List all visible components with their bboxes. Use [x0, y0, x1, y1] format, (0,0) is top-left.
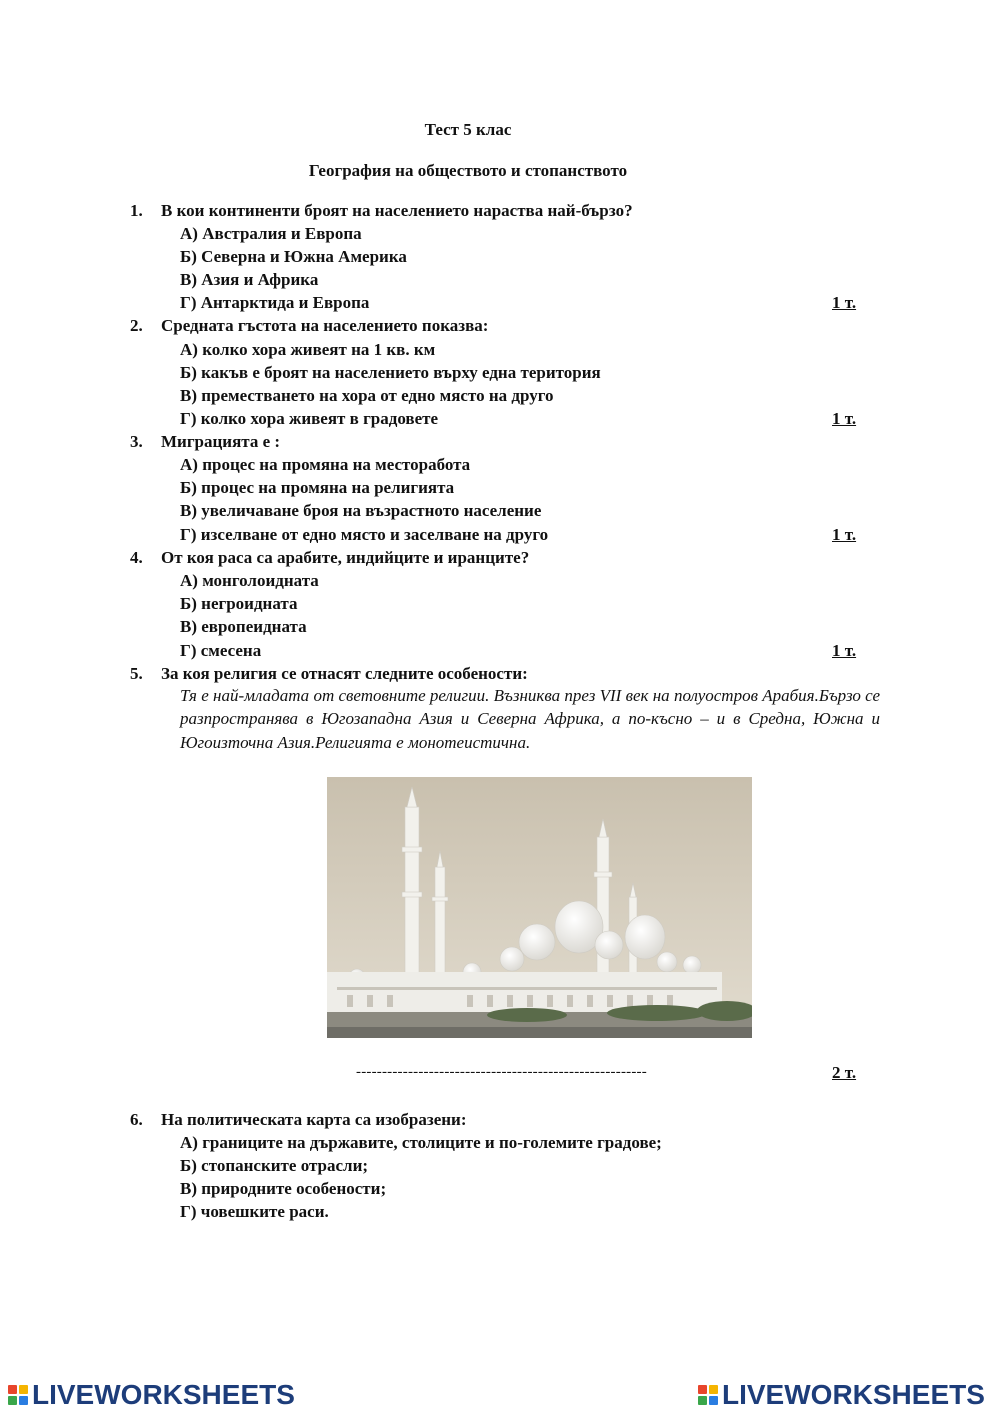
- option-c[interactable]: В) природните особености;: [180, 1179, 387, 1198]
- page-subtitle: География на обществото и стопанството: [308, 161, 628, 180]
- option-c[interactable]: В) преместването на хора от едно място на друго: [180, 386, 554, 405]
- option-b[interactable]: Б) какъв е броят на населението върху една територия: [180, 363, 601, 382]
- option-b[interactable]: Б) процес на промяна на религията: [180, 478, 455, 497]
- option-a[interactable]: А) монголоидната: [180, 571, 319, 590]
- question-text: За коя религия се отнасят следните особености:: [161, 664, 528, 683]
- option-c[interactable]: В) европеидната: [180, 617, 307, 636]
- question-text: Миграцията е :: [161, 432, 281, 451]
- option-d[interactable]: Г) човешките раси.: [180, 1202, 329, 1221]
- logo-text: LIVEWORKSHEETS: [32, 1379, 295, 1410]
- option-b[interactable]: Б) стопанските отрасли;: [180, 1156, 369, 1175]
- option-d[interactable]: Г) колко хора живеят в градовете: [180, 409, 439, 428]
- option-b[interactable]: Б) Северна и Южна Америка: [180, 247, 407, 266]
- question-text: В кои континенти броят на населението нараства най-бързо?: [161, 201, 633, 220]
- question-number: 1.: [130, 201, 143, 220]
- question-number: 3.: [130, 432, 143, 451]
- question-points: 1 т.: [832, 641, 857, 660]
- question-points: 1 т.: [832, 293, 857, 312]
- option-a[interactable]: А) границите на държавите, столиците и по-големите градове;: [180, 1133, 662, 1152]
- option-a[interactable]: А) Австралия и Европа: [180, 224, 362, 243]
- question-number: 5.: [130, 664, 143, 683]
- answer-blank[interactable]: --------------------------------------------------------: [356, 1064, 647, 1080]
- option-b[interactable]: Б) негроидната: [180, 594, 298, 613]
- logo-text: LIVEWORKSHEETS: [722, 1379, 985, 1410]
- liveworksheets-logo-left: [8, 1378, 295, 1412]
- option-c[interactable]: В) Азия и Африка: [180, 270, 319, 289]
- question-description: Тя е най-младата от световните религии. Възниква през VII век на полуостров Арабия.Бързо се разпространява в Югозападна Азия и Северна Африка, а по-късно – и в Средна, Южна и Югоизточна Азия.Религията е монотеистична.: [180, 686, 880, 752]
- option-d[interactable]: Г) Антарктида и Европа: [180, 293, 370, 312]
- logo-icon: [698, 1385, 718, 1405]
- liveworksheets-logo-right: [698, 1378, 985, 1412]
- question-number: 2.: [130, 316, 143, 335]
- page-title: Тест 5 клас: [424, 120, 512, 139]
- option-c[interactable]: В) увеличаване броя на възрастното население: [180, 501, 542, 520]
- option-a[interactable]: А) процес на промяна на месторабота: [180, 455, 471, 474]
- option-a[interactable]: А) колко хора живеят на 1 кв. км: [180, 340, 436, 359]
- question-text: На политическата карта са изобразени:: [161, 1110, 467, 1129]
- question-text: Средната гъстота на населението показва:: [161, 316, 489, 335]
- question-points: 1 т.: [832, 525, 857, 544]
- question-number: 6.: [130, 1110, 143, 1129]
- logo-icon: [8, 1385, 28, 1405]
- question-number: 4.: [130, 548, 143, 567]
- option-d[interactable]: Г) изселване от едно място и заселване на друго: [180, 525, 549, 544]
- question-points: 1 т.: [832, 409, 857, 428]
- mosque-image: [327, 777, 752, 1038]
- question-points: 2 т.: [832, 1063, 857, 1082]
- option-d[interactable]: Г) смесена: [180, 641, 262, 660]
- question-text: От коя раса са арабите, индийците и иранците?: [161, 548, 530, 567]
